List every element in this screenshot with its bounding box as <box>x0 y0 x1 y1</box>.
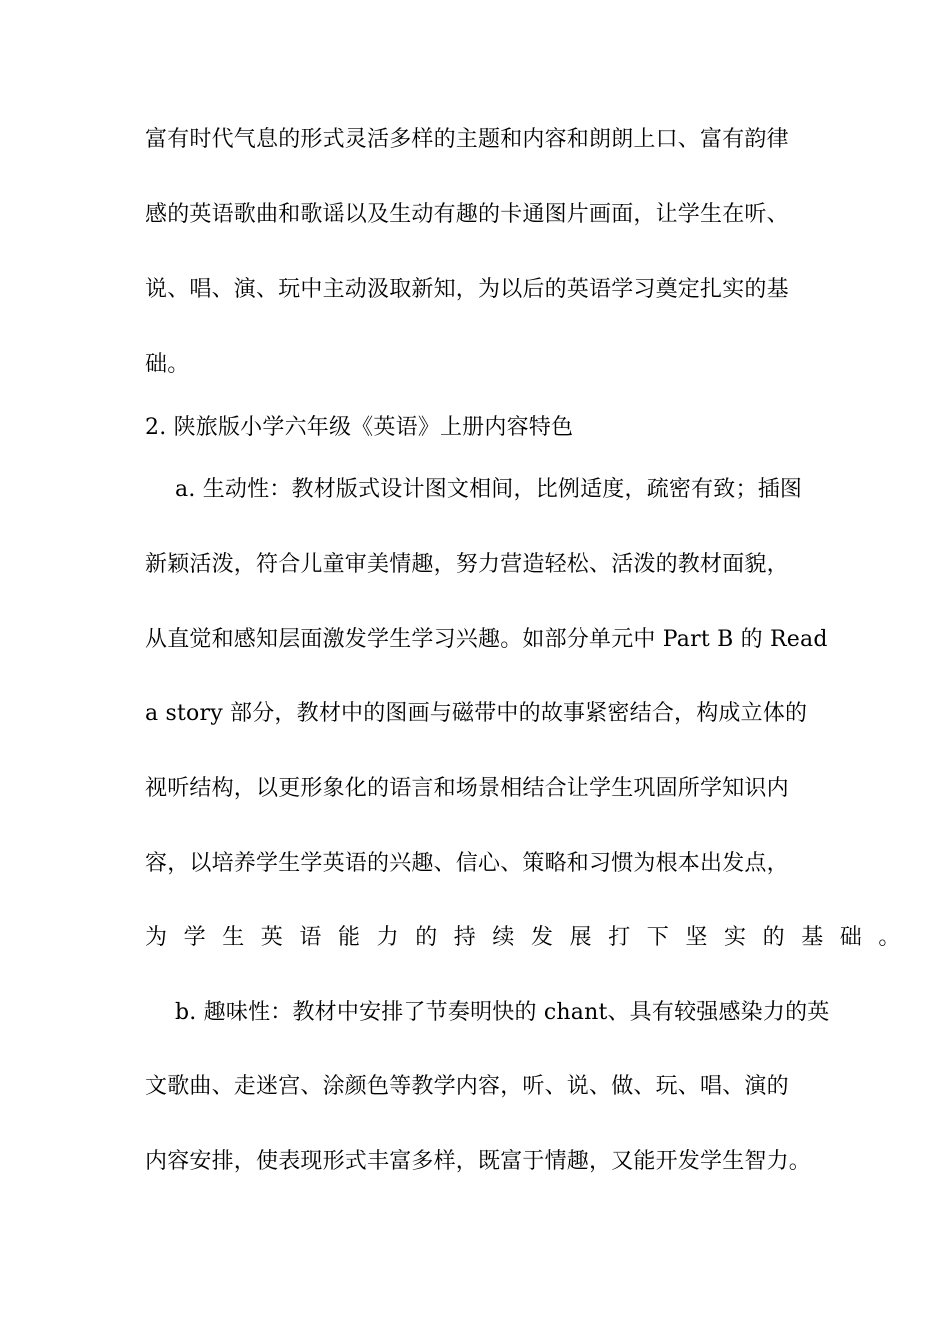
paragraph-line: 说、唱、演、玩中主动汲取新知，为以后的英语学习奠定扎实的基 <box>145 277 789 302</box>
paragraph-line: 视听结构，以更形象化的语言和场景相结合让学生巩固所学知识内 <box>145 776 789 801</box>
paragraph-line: b. 趣味性：教材中安排了节奏明快的 chant、具有较强感染力的英 <box>175 1000 830 1025</box>
paragraph-line: 感的英语歌曲和歌谣以及生动有趣的卡通图片画面，让学生在听、 <box>145 202 789 227</box>
paragraph-line: 础。 <box>145 352 190 377</box>
section-heading: 2. 陕旅版小学六年级《英语》上册内容特色 <box>145 415 574 440</box>
paragraph-line: 内容安排，使表现形式丰富多样，既富于情趣，又能开发学生智力。 <box>145 1149 812 1174</box>
paragraph-line: 从直觉和感知层面激发学生学习兴趣。如部分单元中 Part B 的 Read <box>145 627 828 652</box>
paragraph-line: a. 生动性：教材版式设计图文相间，比例适度，疏密有致；插图 <box>175 477 803 502</box>
paragraph-line: 富有时代气息的形式灵活多样的主题和内容和朗朗上口、富有韵律 <box>145 127 789 152</box>
paragraph-line: 新颖活泼，符合儿童审美情趣，努力营造轻松、活泼的教材面貌， <box>145 552 789 577</box>
paragraph-line: 为学生英语能力的持续发展打下坚实的基础。 <box>145 925 918 950</box>
paragraph-line: 容，以培养学生学英语的兴趣、信心、策略和习惯为根本出发点， <box>145 851 789 876</box>
paragraph-line: 文歌曲、走迷宫、涂颜色等教学内容，听、说、做、玩、唱、演的 <box>145 1074 789 1099</box>
paragraph-line: a story 部分，教材中的图画与磁带中的故事紧密结合，构成立体的 <box>145 701 808 726</box>
